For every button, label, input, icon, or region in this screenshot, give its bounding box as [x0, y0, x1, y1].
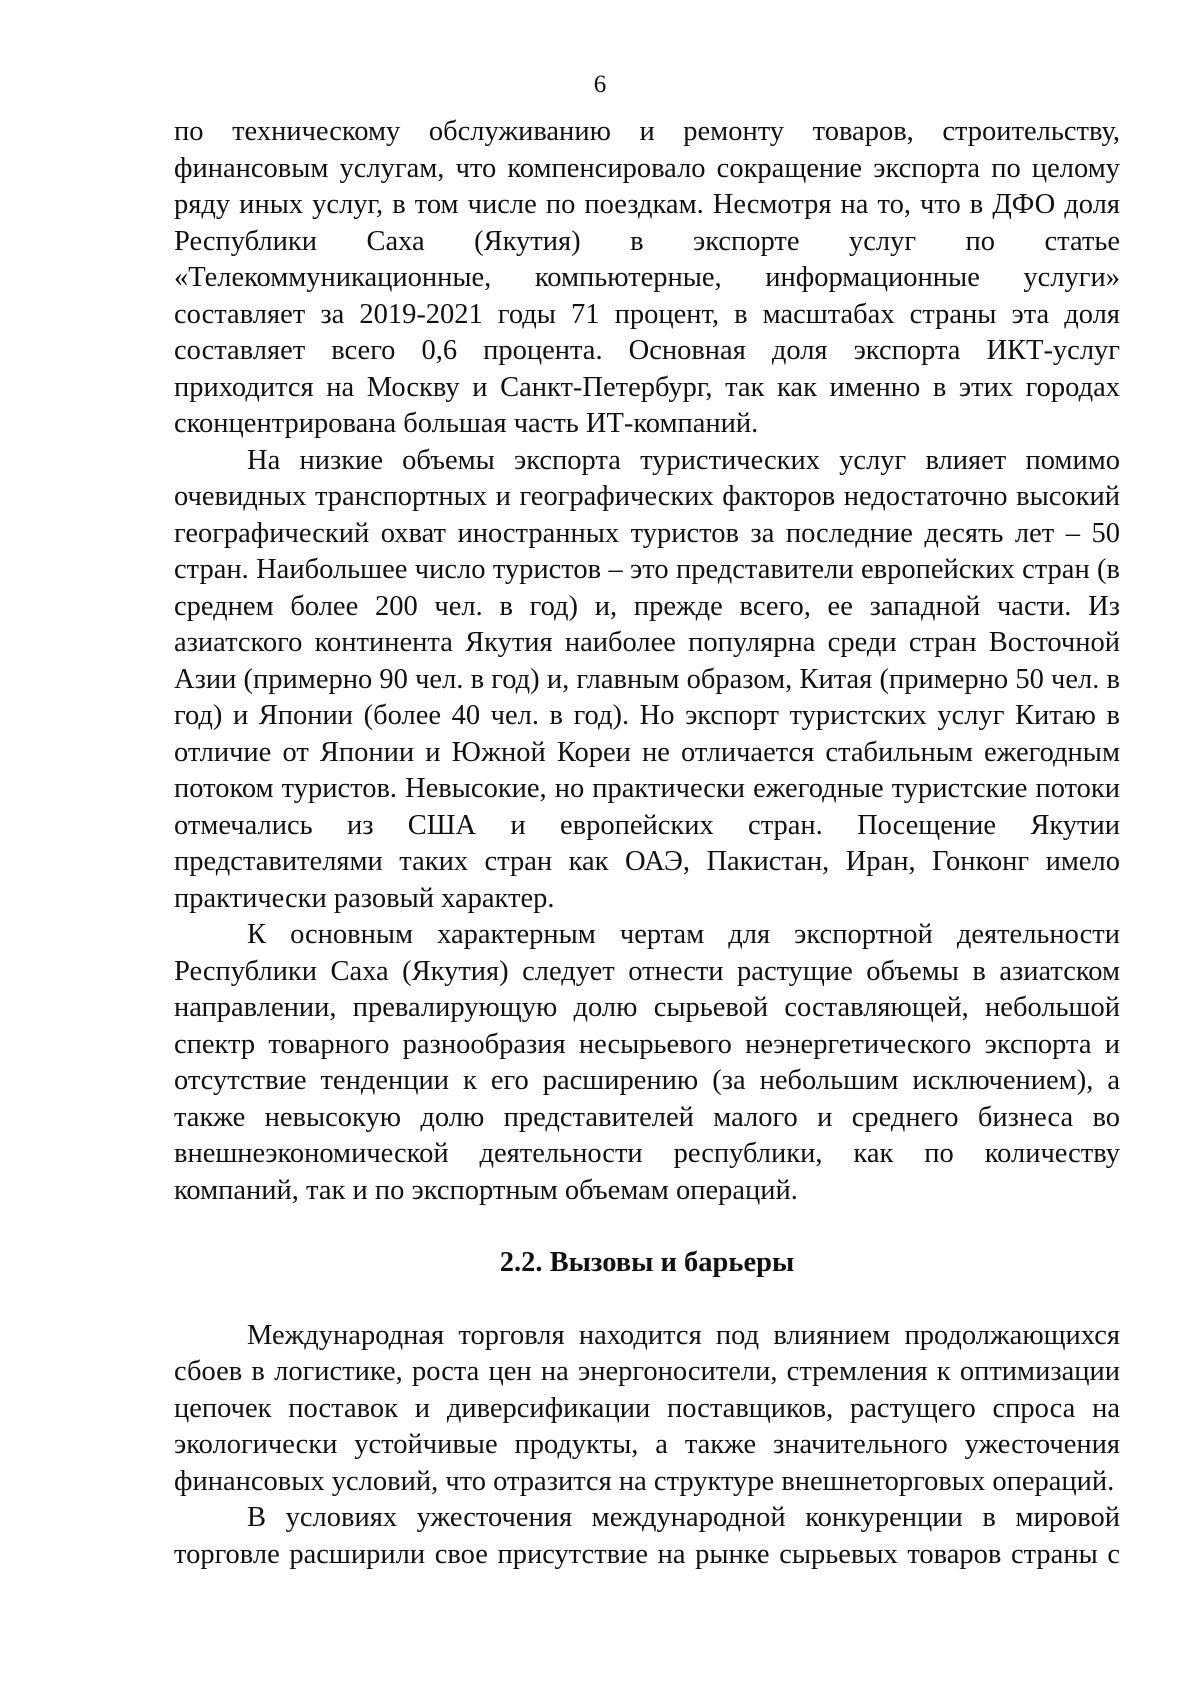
section-heading: 2.2. Вызовы и барьеры [499, 1247, 795, 1278]
document-body [174, 114, 1120, 1573]
page-number: 6 [593, 71, 607, 98]
paragraph-ict-services-export: по техническому обслуживанию и ремонту товаров, строительству, финансовым услугам, что компенсировало сокращение экспорта по целому ряду иных услуг, в том числе по поездкам. Несмотря на то, что в ДФО доля Республики Саха (Якутия) в экспорте услуг по статье «Телекоммуникационные, компьютерные, информационные услуги» составляет за 2019-2021 годы 71 процент, в масштабах страны эта доля составляет всего 0,6 процента. Основная доля экспорта ИКТ-услуг приходится на Москву и Санкт-Петербург, так как именно в этих городах сконцентрирована большая часть ИТ-компаний. [174, 116, 1120, 439]
paragraph-tourism-export: На низкие объемы экспорта туристических услуг влияет помимо очевидных транспортных и географических факторов недостаточно высокий географический охват иностранных туристов за последние десять лет – 50 стран. Наибольшее число туристов – это представители европейских стран (в среднем более 200 чел. в год) и, прежде всего, ее западной части. Из азиатского континента Якутия наиболее популярна среди стран Восточной Азии (примерно 90 чел. в год) и, главным образом, Китая (примерно 50 чел. в год) и Японии (более 40 чел. в год). Но экспорт туристских услуг Китаю в отличие от Японии и Южной Кореи не отличается стабильным ежегодным потоком туристов. Невысокие, но практически ежегодные туристские потоки отмечались из США и европейских стран. Посещение Якутии представителями таких стран как ОАЭ, Пакистан, Иран, Гонконг имело практически разовый характер. [174, 444, 1120, 914]
paragraph-competition: В условиях ужесточения международной конкуренции в мировой торговле расширили свое присутствие на рынке сырьевых товаров страны с [174, 1502, 1120, 1570]
paragraph-international-trade: Международная торговля находится под влиянием продолжающихся сбоев в логистике, роста цен на энергоносители, стремления к оптимизации цепочек поставок и диверсификации поставщиков, растущего спроса на экологически устойчивые продукты, а также значительного ужесточения финансовых условий, что отразится на структуре внешнеторговых операций. [174, 1319, 1120, 1497]
paragraph-export-characteristics: К основным характерным чертам для экспортной деятельности Республики Саха (Якутия) следует отнести растущие объемы в азиатском направлении, превалирующую долю сырьевой составляющей, небольшой спектр товарного разнообразия несырьевого неэнергетического экспорта и отсутствие тенденции к его расширению (за небольшим исключением), а также невысокую долю представителей малого и среднего бизнеса во внешнеэкономической деятельности республики, как по количеству компаний, так и по экспортным объемам операций. [174, 919, 1120, 1206]
